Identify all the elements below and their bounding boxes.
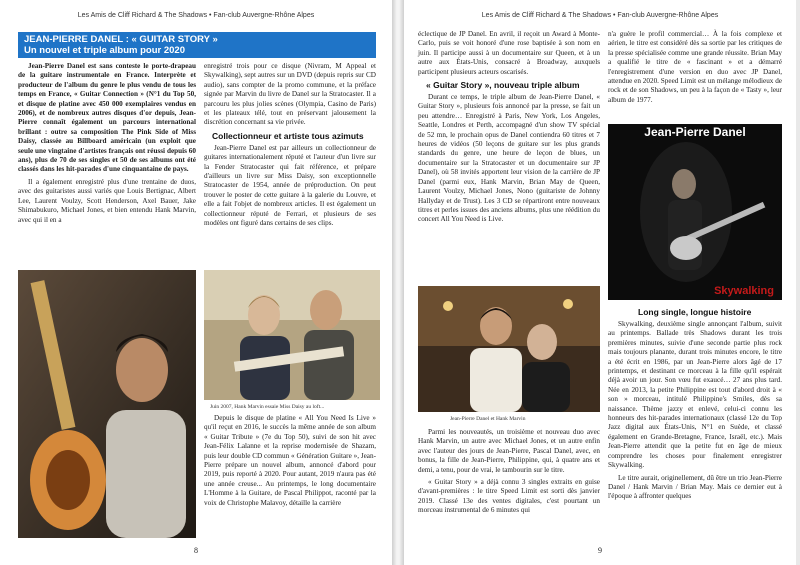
right-col-2-bottom <box>608 304 782 502</box>
page-number-right: 9 <box>598 546 602 555</box>
photo-hank-marvin-miss-daisy <box>204 270 380 400</box>
paragraph: Durant ce temps, le triple album de Jean-Pierre Danel, « Guitar Story », plusieurs fois annoncé par la presse, se fait un peu attendre… Enregistré à Paris, New York, Los Angeles, Seattle, Londres et Perth, accompagné d'un show TV spécial de 52 mn, le prochain opus de Danel contiendra 60 titres et 7 heures de vidéos (50 leçons de guitare sur les plus grands standards du genre, une heure de leçon de blues, un documentaire sur la Stratocaster et un documentaire sur JP Danel), où 58 invités apportent leur vision de la carrière de JP Danel (parmi eux, Hank Marvin, Brian May de Queen, Laurent Voulzy, Michael Jones, Nono (guitariste de Johnny Hallyday et de Trust). Les 3 CD se répartiront entre nouveaux titres et perles issues des anciens albums, plus une réédition du concert All You Need is Live. <box>418 93 600 224</box>
cover-title: Skywalking <box>714 285 774 297</box>
paragraph: n'a guère le profil commercial… À la fois complexe et aérien, le titre est considéré dès sa sortie par les critiques de la presse spécialisée comme une grande réussite. Brian May a qualifié le titre de « fascinant » et a démarré l'enregistrement d'une version en duo avec JP Danel, attendue en 2020. Speed Limit est un mélange mélodieux de rock et de son Shadows, un peu à la façon de « Tasty », leur album de 1977. <box>608 30 782 104</box>
paragraph: Depuis le disque de platine « All You Need Is Live » qu'il reçut en 2016, le succès la même année de son album « Guitar Tribute » (7e du Top 50), suivi de son hit avec Jean-Félix Lalanne et la reprise modernisée de Shazam, puis leur double CD commun « Génération Guitare », Jean-Pierre prépare un nouvel album, annoncé d'abord pour 2019, puis reporté à 2020. Pour autant, 2019 n'aura pas été une année creuse... Au printemps, le long documentaire L'Homme à la Guitare, de Pascal Philippot, raconté par la voix de Christophe Malavoy, détaille la carrière <box>204 414 376 507</box>
photo-danel-guitar <box>18 270 196 538</box>
paragraph: Parmi les nouveautés, un troisième et nouveau duo avec Hank Marvin, un autre avec Michael Jones, et un autre enfin avec l'auteur des jours de Jean-Pierre, Pascal Danel, avec, en bonus, la fille de Jean-Pierre, Philippine, qui, à quatre ans et demi, a tenu, pour de vrai, le tambourin sur le titre. <box>418 428 600 474</box>
cover-artist-name: Jean-Pierre Danel <box>644 125 746 139</box>
left-col-2-bottom <box>204 414 376 508</box>
photo-caption: Juin 2007, Hank Marvin essaie Miss Daisy au loft... <box>210 404 325 410</box>
section-heading: Collectionneur et artiste tous azimuts <box>212 130 364 141</box>
photo-danel-and-marvin <box>418 286 600 412</box>
paragraph: enregistré trois pour ce disque (Nivram, M Appeal et Skywalking), sept autres sur un DVD (depuis repris sur CD audio), sans compter de la promo commune, et la préface signée par Marvin du livre de Danel sur la Stratocaster. Il a parcouru les plus jolies scènes (Olympia, Casino de Paris) et les plateaux télé, tout en préservant jalousement la discrétion concernant sa vie privée. <box>204 62 376 127</box>
article-subtitle: Un nouvel et triple album pour 2020 <box>24 45 186 56</box>
right-col-2 <box>608 30 782 105</box>
running-head-right: Les Amis de Cliff Richard & The Shadows • Fan-club Auvergne-Rhône Alpes <box>481 12 719 19</box>
section-heading: « Guitar Story », nouveau triple album <box>426 80 580 91</box>
page-number-left: 8 <box>194 546 198 555</box>
photo-danel-and-marvin-image <box>418 286 600 412</box>
left-col-2 <box>204 62 376 229</box>
photo-danel-guitar-image <box>18 270 196 538</box>
running-head-left: Les Amis de Cliff Richard & The Shadows • Fan-club Auvergne-Rhône Alpes <box>77 12 315 19</box>
article-title: JEAN-PIERRE DANEL : « GUITAR STORY » <box>24 34 218 45</box>
right-page <box>404 0 796 565</box>
right-col-1 <box>418 30 600 225</box>
gutter <box>392 0 404 565</box>
left-page <box>0 0 392 565</box>
paragraph: Le titre aurait, originellement, dû être un trio Jean-Pierre Danel / Hank Marvin / Brian May. Mais ce dernier eut à l'époque à affronter quelques <box>608 473 782 501</box>
left-col-1 <box>18 62 196 225</box>
photo-caption: Jean-Pierre Danel et Hank Marvin <box>450 416 526 422</box>
right-col-1-bottom <box>418 428 600 516</box>
intro-paragraph: Jean-Pierre Danel est sans conteste le porte-drapeau de la guitare instrumentale en France. Interprète et producteur de l'album du genre le plus vendu de tous les temps en France, « Guitar Connection » (N°1 du Top 50, et disque de platine avec 450 000 exemplaires vendus en 2006), et de nombreux autres disques d'or depuis, Jean-Pierre connaît également un parcours international brillant : outre sa composition The Pink Side of Miss Daisy, classée au Billboard américain (un exploit que seule une vingtaine d'artistes français ont réussi depuis 60 ans), plus de 70 de ses singles et 50 de ses albums ont été classés dans les hit-parades d'une cinquantaine de pays. <box>18 62 196 174</box>
paragraph: Jean-Pierre Danel est par ailleurs un collectionneur de guitares internationalement réputé et l'auteur d'un livre sur la Fender Stratocaster qui fait référence, et prépare d'ailleurs un livre sur Miss Daisy, son exceptionnelle Stratocaster de 1954, année de préproduction. On peut trouver le poster de cette guitare à la galerie du Louvre, et elle a fait l'objet de nombreux articles. Il est également un collectionneur réputé de Ferrari, et plusieurs de ses modèles ont figuré dans certains de ses clips. <box>204 143 376 228</box>
paragraph: « Guitar Story » a déjà connu 3 singles extraits en guise d'avant-premières : le titre Speed Limit est sorti dès janvier 2019. Classé 13e des ventes digitales, c'est pourtant un morceau instrumental de 6 minutes qui <box>418 478 600 515</box>
article-title-box <box>18 32 376 58</box>
paragraph: Skywalking, deuxième single annonçant l'album, suivit au printemps. Ballade très Shadows durant les trois premières minutes, suivie d'une seconde partie plus rock mais toujours planante, durant trois minutes encore, le titre a été écrit en 1986, par un Jean-Pierre alors âgé de 17 printemps, et destinant ce morceau à la fille qu'il espérait déjà avoir un jour. Son vœu fut exaucé… 27 ans plus tard. Née en 2013, la petite Philippine est tout d'abord droit à « son » morceau, intitulé Philippine's Smiles, dès sa naissance. Thème jazzy et enlevé, celui-ci connu les honneurs des hit-parades internationaux (classé 12e du Top Jazz digital aux États-Unis, N°1 en Suède, et classé également en Grande-Bretagne, France, Israël, etc.). Mais Jean-Pierre attendit que la petite fut en âge de mieux comprendre les choses pour finalement enregistrer Skywalking. <box>608 320 782 470</box>
paragraph: éclectique de JP Danel. En avril, il reçoit un Award à Monte-Carlo, puis se voit honoré d'une rose baptisée à son nom en juin. Il participe aussi à un documentaire sur Queen, et à un autre aux États-Unis, consacré à Broadway, auxquels participent plusieurs acteurs oscarisés. <box>418 30 600 76</box>
photo-skywalking-cover-image <box>608 124 782 300</box>
paragraph: Il a également enregistré plus d'une trentaine de duos, avec des guitaristes aussi variés que Louis Bertignac, Albert Lee, Laurent Voulzy, Scott Henderson, Axel Bauer, Jake Shimabukuro, Michael Jones, et bien entendu Hank Marvin, avec qui il en a <box>18 177 196 224</box>
section-heading: Long single, longue histoire <box>638 307 752 317</box>
photo-hank-marvin-miss-daisy-image <box>204 270 380 400</box>
photo-skywalking-cover <box>608 124 782 300</box>
